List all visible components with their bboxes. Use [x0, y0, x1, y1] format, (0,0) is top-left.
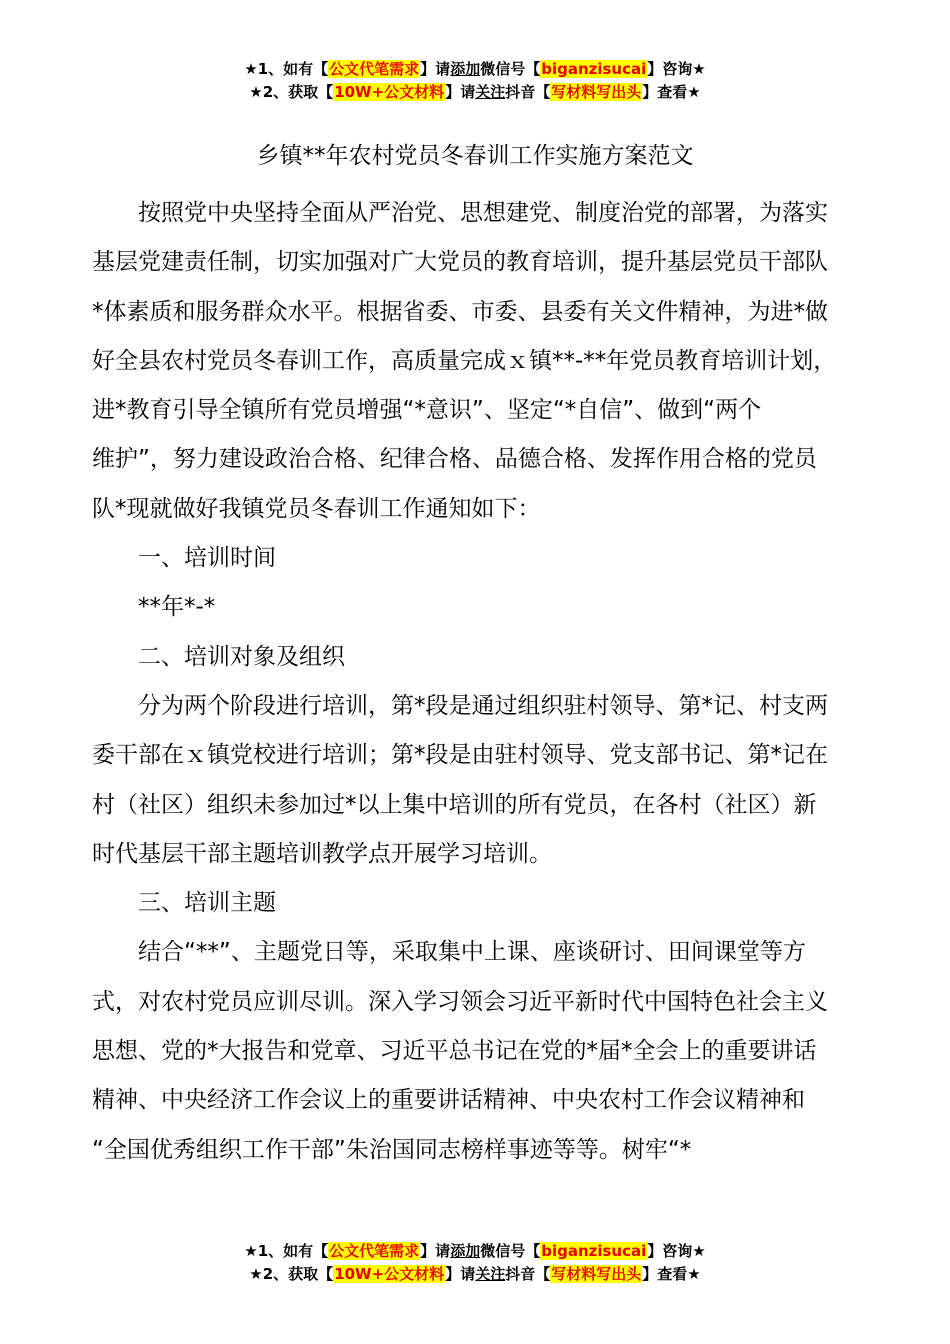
- banner-line-1: [0, 58, 950, 81]
- highlight-wechat-id: biganzisucai: [541, 1242, 647, 1260]
- banner-text: 】请: [420, 1242, 451, 1260]
- body-line: 进*教育引导全镇所有党员增强“*意识”、坚定“*自信”、做到“两个: [92, 397, 762, 424]
- body-line: *体素质和服务群众水平。根据省委、市委、县委有关文件精神，为进*做: [92, 298, 828, 325]
- highlight-materials: 10W+公文材料: [334, 1265, 445, 1283]
- body-line: 分为两个阶段进行培训，第*段是通过组织驻村领导、第*记、村支两: [138, 692, 828, 719]
- banner-text: 】查看★: [642, 1265, 701, 1283]
- underline-add: 添加: [450, 60, 481, 78]
- banner-line-2: [0, 1263, 950, 1286]
- body-line: “全国优秀组织工作干部”朱治国同志榜样事迹等等。树牢“*: [92, 1136, 692, 1163]
- highlight-writing-service: 公文代笔需求: [329, 1242, 420, 1260]
- banner-text: 】咨询★: [647, 1242, 706, 1260]
- banner-text: ★2、获取【: [249, 1265, 334, 1283]
- highlight-douyin: 写材料写出头: [551, 1265, 642, 1283]
- banner-text: 】咨询★: [647, 60, 706, 78]
- highlight-wechat-id: biganzisucai: [541, 60, 647, 78]
- banner-text: 】请: [445, 1265, 476, 1283]
- body-line: 队*现就做好我镇党员冬春训工作通知如下：: [92, 495, 541, 522]
- underline-add: 添加: [450, 1242, 481, 1260]
- body-line: 村（社区）组织未参加过*以上集中培训的所有党员，在各村（社区）新: [92, 791, 817, 818]
- body-line: 思想、党的*大报告和党章、习近平总书记在党的*届*全会上的重要讲话: [92, 1038, 817, 1065]
- section-heading: 三、培训主题: [138, 890, 276, 917]
- body-line: 基层党建责任制，切实加强对广大党员的教育培训，提升基层党员干部队: [92, 249, 828, 276]
- footer-banner: [0, 1240, 950, 1286]
- body-line: 委干部在ｘ镇党校进行培训；第*段是由驻村领导、党支部书记、第*记在: [92, 742, 828, 769]
- banner-text: 微信号【: [480, 60, 541, 78]
- banner-text: 】请: [420, 60, 451, 78]
- highlight-materials: 10W+公文材料: [334, 83, 445, 101]
- body-line: 维护”，努力建设政治合格、纪律合格、品德合格、发挥作用合格的党员: [92, 446, 817, 473]
- document-body: [92, 189, 862, 1175]
- body-line: 时代基层干部主题培训教学点开展学习培训。: [92, 840, 552, 867]
- body-line: 好全县农村党员冬春训工作，高质量完成ｘ镇**-**年党员教育培训计划，: [92, 347, 837, 374]
- section-heading: 二、培训对象及组织: [138, 643, 345, 670]
- document-title: 乡镇**年农村党员冬春训工作实施方案范文: [256, 143, 694, 169]
- body-line: **年*-*: [138, 594, 216, 621]
- underline-follow: 关注: [475, 83, 506, 101]
- banner-text: 微信号【: [480, 1242, 541, 1260]
- banner-line-2: [0, 81, 950, 104]
- banner-text: 抖音【: [505, 1265, 551, 1283]
- body-line: 结合“**”、主题党日等，采取集中上课、座谈研讨、田间课堂等方: [138, 939, 806, 966]
- underline-follow: 关注: [475, 1265, 506, 1283]
- banner-text: ★1、如有【: [244, 60, 329, 78]
- body-line: 式，对农村党员应训尽训。深入学习领会习近平新时代中国特色社会主义: [92, 988, 828, 1015]
- highlight-douyin: 写材料写出头: [551, 83, 642, 101]
- banner-text: 】查看★: [642, 83, 701, 101]
- body-line: 按照党中央坚持全面从严治党、思想建党、制度治党的部署，为落实: [138, 200, 828, 226]
- highlight-writing-service: 公文代笔需求: [329, 60, 420, 78]
- banner-line-1: [0, 1240, 950, 1263]
- body-line: 精神、中央经济工作会议上的重要讲话精神、中央农村工作会议精神和: [92, 1087, 805, 1114]
- banner-text: 】请: [445, 83, 476, 101]
- section-heading: 一、培训时间: [138, 545, 276, 572]
- banner-text: ★1、如有【: [244, 1242, 329, 1260]
- banner-text: 抖音【: [505, 83, 551, 101]
- banner-text: ★2、获取【: [249, 83, 334, 101]
- header-banner: [0, 58, 950, 104]
